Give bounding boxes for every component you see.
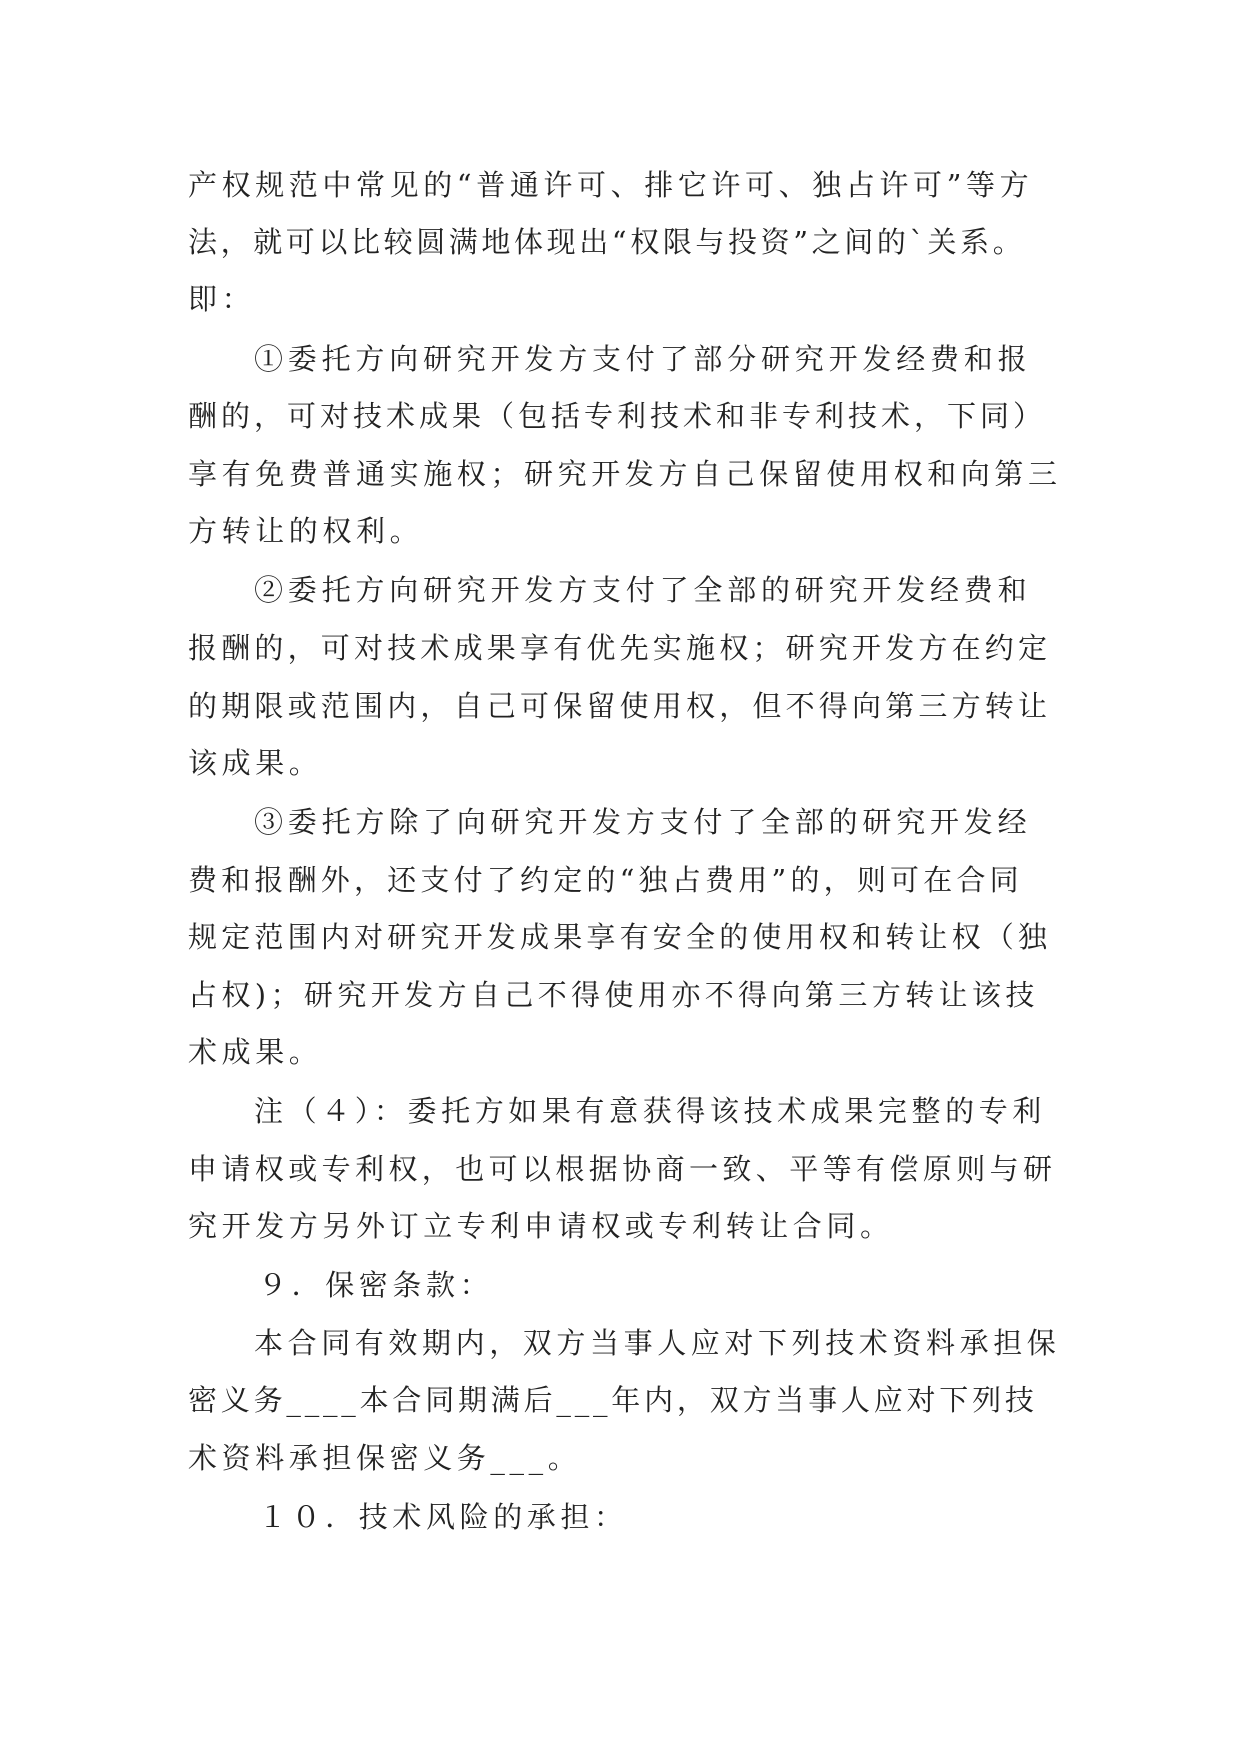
item-1-line-1: ①委托方向研究开发方支付了部分研究开发经费和报 <box>254 342 1032 376</box>
item-1-line-2: 酬的，可对技术成果（包括专利技术和非专利技术，下同） <box>188 399 1047 433</box>
section-9-line-3: 术资料承担保密义务___。 <box>188 1441 582 1475</box>
item-3-line-4: 占权)；研究开发方自己不得使用亦不得向第三方转让该技 <box>188 978 1039 1012</box>
item-1-line-3: 享有免费普通实施权；研究开发方自己保留使用权和向第三 <box>188 457 1062 491</box>
note-4-line-1: 注（４）：委托方如果有意获得该技术成果完整的专利 <box>254 1094 1046 1128</box>
item-3-line-1: ③委托方除了向研究开发方支付了全部的研究开发经 <box>254 805 1032 839</box>
item-2-line-1: ②委托方向研究开发方支付了全部的研究开发经费和 <box>254 573 1032 607</box>
section-9-line-2: 密义务____本合同期满后___年内，双方当事人应对下列技 <box>188 1383 1038 1417</box>
item-2-line-2: 报酬的，可对技术成果享有优先实施权；研究开发方在约定 <box>188 631 1052 665</box>
item-3-line-2: 费和报酬外，还支付了约定的“独占费用”的，则可在合同 <box>188 863 1023 897</box>
item-3-line-5: 术成果。 <box>188 1035 323 1069</box>
item-1-line-4: 方转让的权利。 <box>188 514 424 548</box>
body-line-1: 产权规范中常见的“普通许可、排它许可、独占许可”等方 <box>188 168 1034 202</box>
item-2-line-4: 该成果。 <box>188 746 323 780</box>
item-3-line-3: 规定范围内对研究开发成果享有安全的使用权和转让权（独 <box>188 920 1052 954</box>
note-4-line-3: 究开发方另外订立专利申请权或专利转让合同。 <box>188 1209 894 1243</box>
note-4-line-2: 申请权或专利权，也可以根据协商一致、平等有偿原则与研 <box>188 1152 1057 1186</box>
body-line-2: 法，就可以比较圆满地体现出“权限与投资”之间的`关系。 <box>188 225 1026 259</box>
section-9-line-1: 本合同有效期内，双方当事人应对下列技术资料承担保 <box>254 1326 1061 1360</box>
section-10-heading: １０．技术风险的承担： <box>258 1500 628 1534</box>
body-line-3: 即： <box>188 282 256 316</box>
section-9-heading: ９．保密条款： <box>258 1268 494 1302</box>
item-2-line-3: 的期限或范围内，自己可保留使用权，但不得向第三方转让 <box>188 689 1052 723</box>
